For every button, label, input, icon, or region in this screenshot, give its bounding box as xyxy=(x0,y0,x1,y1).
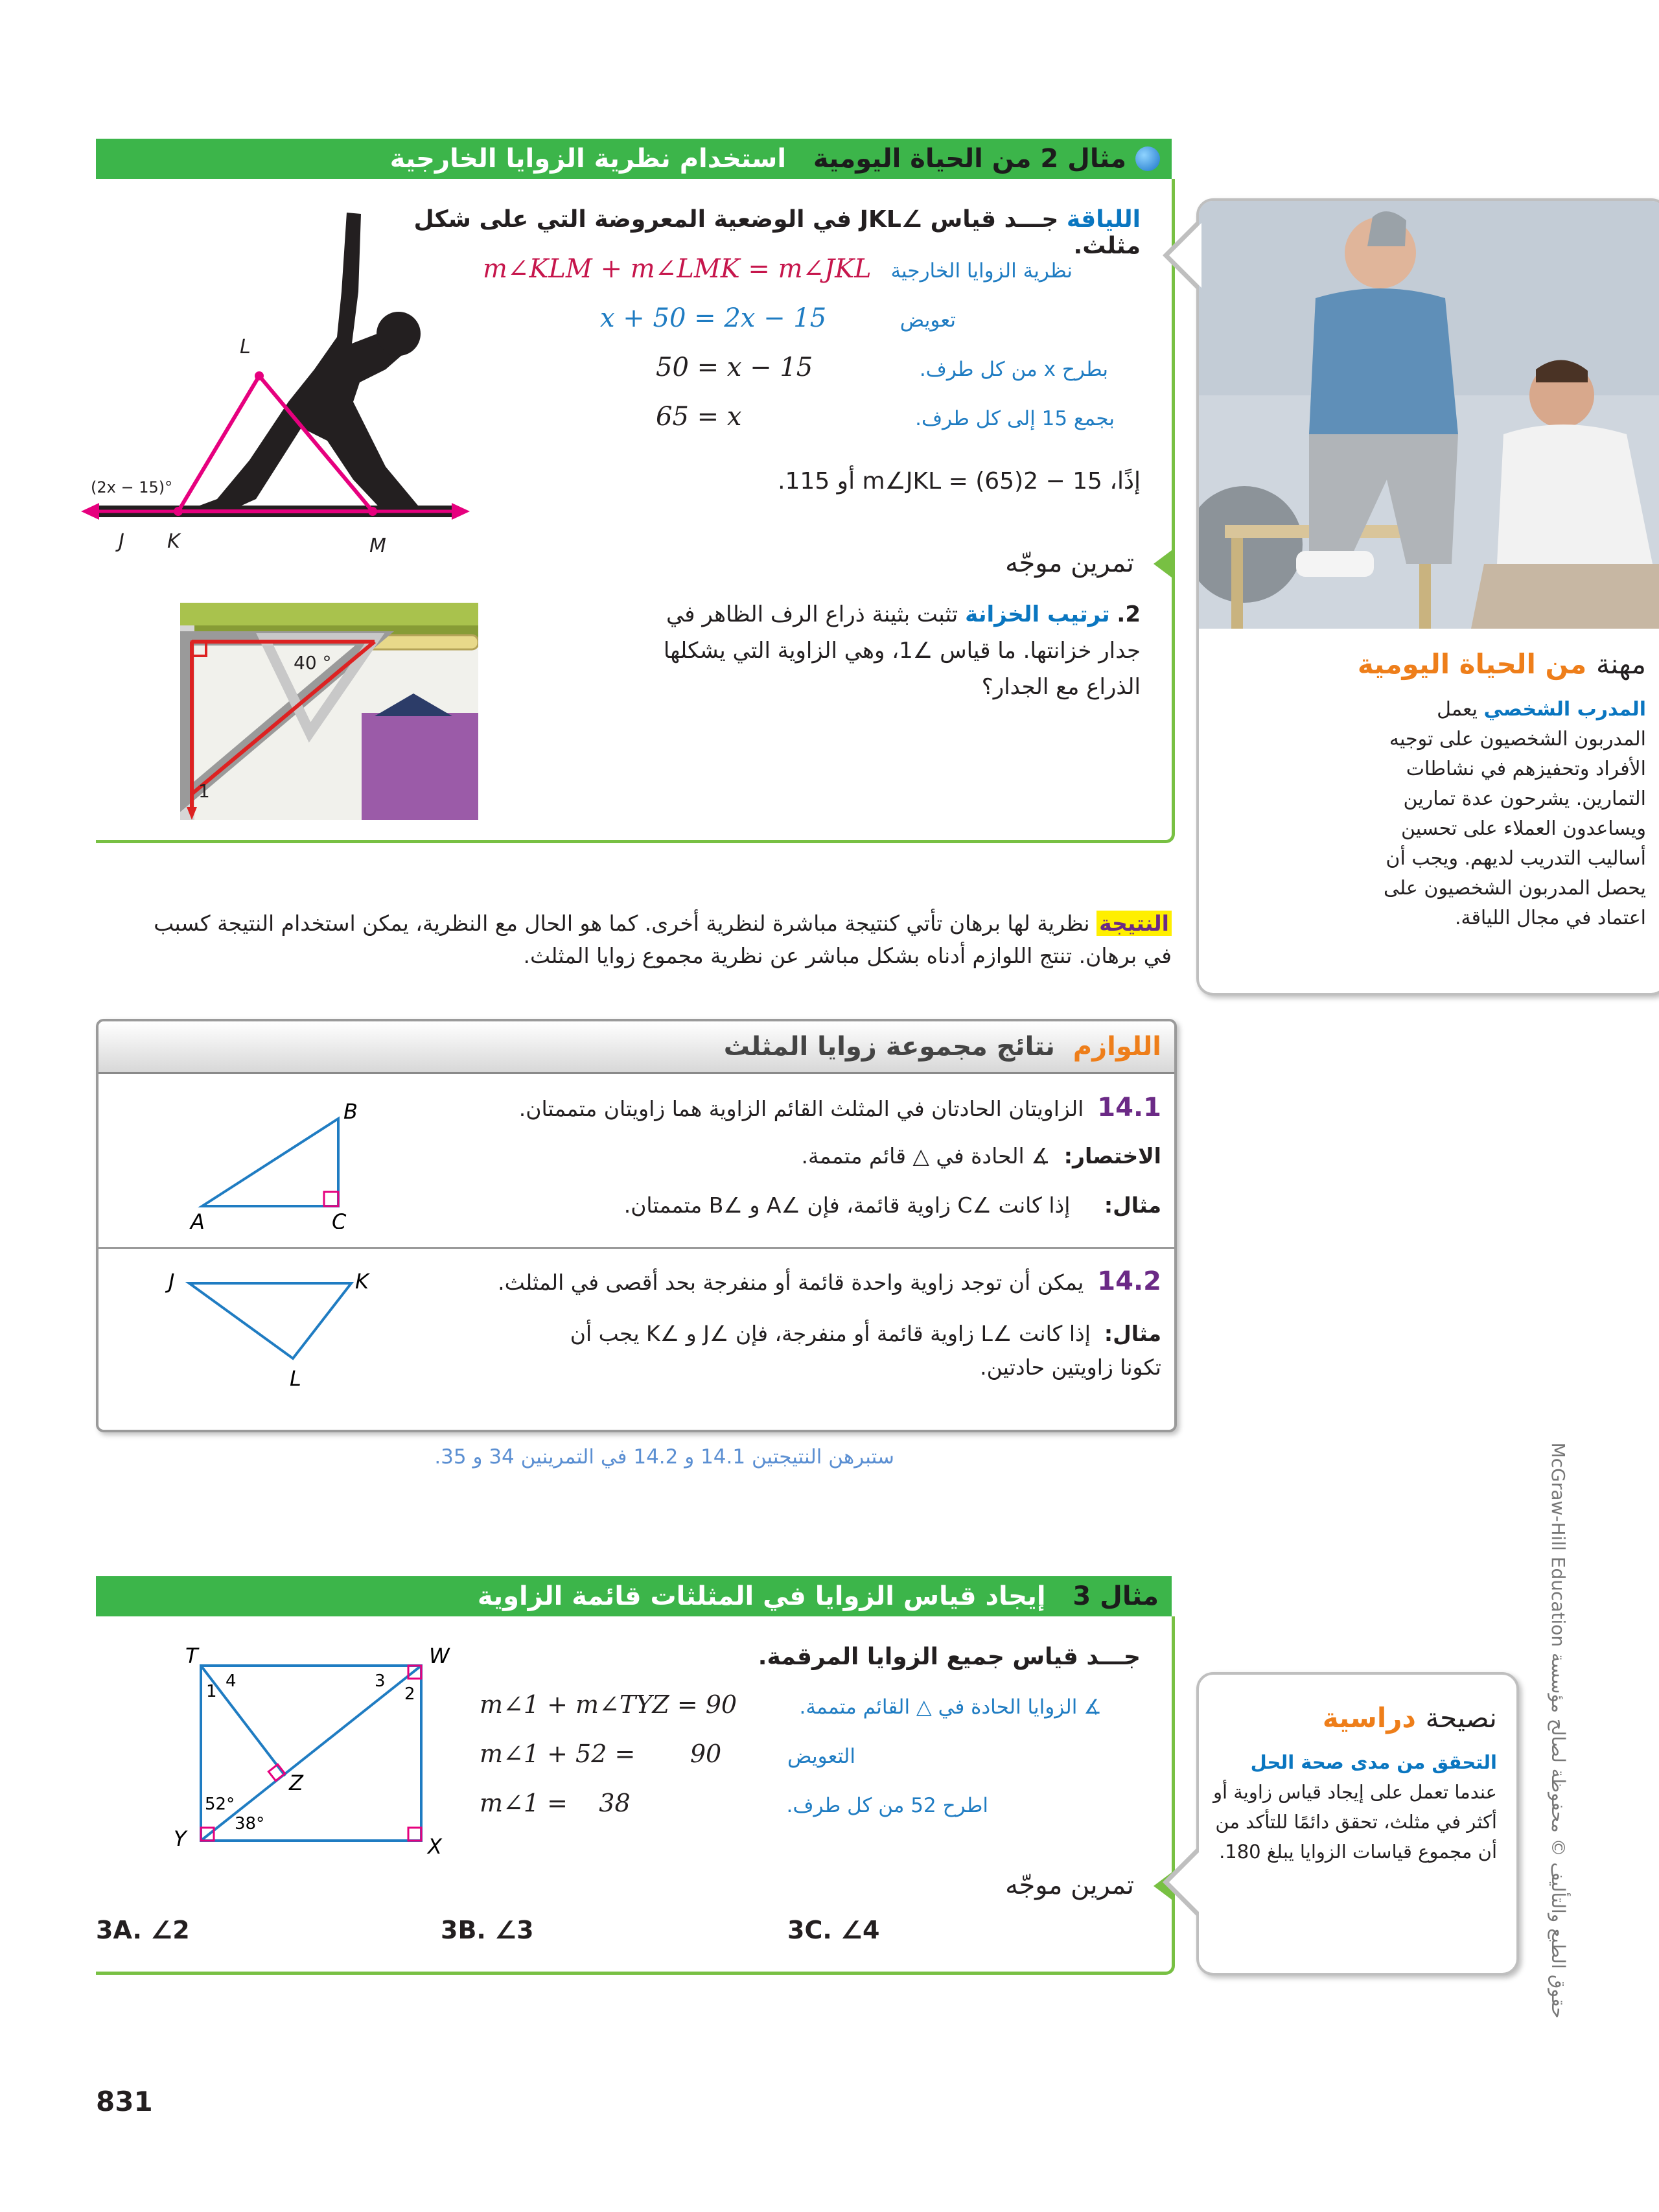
ex3-eq-3: m∠1 = 38 xyxy=(480,1789,631,1817)
globe-icon xyxy=(1135,146,1160,171)
label-L: L xyxy=(240,336,251,358)
example2-header xyxy=(96,139,1172,179)
step-eq-4: 65 = x xyxy=(656,402,742,432)
example-label: مثال 2 من الحياة اليومية xyxy=(813,144,1126,174)
page-number: 831 xyxy=(96,2086,153,2117)
career-box xyxy=(1196,198,1659,995)
career-title xyxy=(1358,648,1646,680)
shirt xyxy=(362,713,478,820)
fig2-L: L xyxy=(290,1366,301,1391)
fig3-a52: 52° xyxy=(205,1795,235,1814)
right-triangle-figure xyxy=(183,1099,390,1229)
problem-label: اللياقة xyxy=(1066,206,1141,233)
c1-text: الزاويتان الحادتان في المثلث القائم الزاوية هما زاويتان متممتان. xyxy=(518,1096,1084,1121)
fig1-C: C xyxy=(332,1209,347,1229)
c2-ex-label: مثال: xyxy=(1104,1321,1161,1346)
fig3-n2: 2 xyxy=(404,1684,415,1704)
study-tip-pointer-inner xyxy=(1169,1850,1201,1915)
ex3-reason-1: ∡ الزوايا الحادة في △ القائم متممة. xyxy=(799,1695,1102,1719)
c2-text: يمكن أن توجد زاوية واحدة قائمة أو منفرجة بحد أقصى في المثلث. xyxy=(498,1270,1084,1295)
step-reason-2: تعويض xyxy=(899,309,956,332)
proof-note: ستبرهن النتيجتين 14.1 و 14.2 في التمرينين 34 و 35. xyxy=(434,1445,894,1469)
career-label: المدرب الشخصي xyxy=(1483,698,1646,721)
diagonal-yw xyxy=(201,1666,421,1841)
corollary-14-1 xyxy=(448,1093,1161,1123)
corollaries-title: نتائج مجموعة زوايا المثلث xyxy=(723,1032,1055,1062)
fig1-A: A xyxy=(191,1209,205,1229)
exercise-number: 2. xyxy=(1117,601,1141,627)
c1-abbreviation xyxy=(448,1143,1161,1169)
example3-problem: جـــد قياس جميع الزوايا المرقمة. xyxy=(758,1644,1141,1670)
ray-arrow-right xyxy=(452,503,470,520)
label-K: K xyxy=(167,530,180,553)
label-50: 50° xyxy=(292,483,319,502)
example3-title: إيجاد قياس الزوايا في المثلثات قائمة الزاوية xyxy=(477,1581,1046,1611)
yoga-head xyxy=(377,312,421,356)
example3-header xyxy=(96,1576,1172,1616)
ray-arrow-left xyxy=(81,503,99,520)
fig3-n1: 1 xyxy=(206,1682,217,1701)
ex3-eq-1: m∠1 + m∠TYZ = 90 xyxy=(480,1690,737,1719)
yoga-figure xyxy=(81,194,483,557)
corollary-divider xyxy=(99,1247,1174,1249)
step-eq-1: m∠KLM + m∠LMK = m∠JKL xyxy=(483,254,872,284)
study-tip-text xyxy=(1212,1747,1497,1867)
corollary-intro-text: نظرية لها برهان تأتي كنتيجة مباشرة لنظرية أخرى. كما هو الحال مع النظرية، يمكن استخدام النتيجة كسبب في برهان. تنتج اللوازم أدناه بشكل مباشر عن نظرية مجموع زوايا المثلث. xyxy=(154,911,1172,968)
study-tip-label: التحقق من مدى صحة الحل xyxy=(1250,1751,1497,1773)
fig3-W: W xyxy=(429,1644,450,1668)
career-photo xyxy=(1199,201,1659,629)
trainer-shirt xyxy=(1309,288,1458,434)
label-x: x° xyxy=(251,420,268,438)
exercise-3C: 3C. ∠4 xyxy=(787,1916,880,1944)
c1-ex-label: مثال: xyxy=(1104,1193,1161,1218)
fig3-Y: Y xyxy=(174,1826,187,1851)
c1-number: 14.1 xyxy=(1097,1093,1161,1123)
label-J: J xyxy=(119,530,124,553)
c2-example xyxy=(526,1317,1161,1384)
corollary-term: النتيجة xyxy=(1096,911,1172,936)
career-body: يعمل المدربون الشخصيون على توجيه الأفراد وتحفيزهم في نشاطات التمارين. يشرحون عدة تمارين ويساعدون العملاء على تحسين أساليب التدريب لديهم. ويجب أن يحصل المدربون الشخصيون على اعتماد في مجال اللياقة. xyxy=(1383,698,1646,929)
obtuse-triangle-figure xyxy=(163,1261,371,1391)
c2-number: 14.2 xyxy=(1097,1266,1161,1296)
fig3-n3: 3 xyxy=(375,1671,386,1691)
shelf-board xyxy=(180,603,478,625)
example3-label: مثال 3 xyxy=(1073,1581,1159,1611)
guided-practice-arrow xyxy=(1154,548,1174,579)
fig3-n4: 4 xyxy=(226,1671,237,1691)
study-tip-box xyxy=(1196,1672,1519,1975)
shelf-angle: 40 ° xyxy=(294,652,332,673)
exercise-text: تثبت بثينة ذراع الرف الظاهر في جدار خزانتها. ما قياس ∠1، وهي الزاوية التي يشكلها الذراع مع الجدار؟ xyxy=(663,601,1141,700)
label-M: M xyxy=(369,535,386,557)
corollaries-label: اللوازم xyxy=(1073,1032,1161,1062)
corollaries-header xyxy=(99,1021,1174,1074)
fig3-a38: 38° xyxy=(235,1814,265,1834)
study-tip-prefix: نصيحة xyxy=(1425,1702,1497,1734)
step-reason-1: نظرية الزوايا الخارجية xyxy=(890,259,1073,283)
step-eq-3: 50 = x − 15 xyxy=(656,353,813,382)
career-pointer-inner xyxy=(1169,223,1201,288)
copyright-text: حقوق الطبع والتأليف © محفوظة لصالح مؤسسة McGraw-Hill Education xyxy=(1548,1442,1569,2019)
shelf-one: 1 xyxy=(198,780,210,802)
corollary-intro xyxy=(148,907,1172,972)
c1-ex: إذا كانت ∠C زاوية قائمة، فإن ∠A و ∠B متممتان. xyxy=(623,1193,1071,1218)
example-title: استخدام نظرية الزوايا الخارجية xyxy=(389,144,787,174)
problem-text: جـــد قياس ∠JKL في الوضعية المعروضة التي على شكل مثلث. xyxy=(413,206,1141,259)
corollary-14-2 xyxy=(448,1266,1161,1296)
c1-abbr: ∡ الحادة في △ قائم متممة. xyxy=(801,1143,1050,1169)
c2-ex: إذا كانت ∠L زاوية قائمة أو منفرجة، فإن ∠J و ∠K يجب أن تكونا زاويتين حادتين. xyxy=(570,1321,1161,1380)
c1-abbr-label: الاختصار: xyxy=(1063,1143,1161,1169)
exercise-label: ترتيب الخزانة xyxy=(965,601,1110,627)
rectangle-figure xyxy=(162,1640,473,1860)
career-text xyxy=(1361,695,1646,933)
fig1-B: B xyxy=(343,1099,358,1124)
conclusion: إذًا، 15 − 2(65) = m∠JKL أو 115. xyxy=(778,468,1141,495)
guided-practice-label: تمرين موجّه xyxy=(1005,548,1134,578)
guided-practice-title xyxy=(1005,548,1134,578)
fig2-J: J xyxy=(168,1269,175,1294)
step-reason-3: بطرح x من كل طرف. xyxy=(919,358,1108,381)
study-tip-title xyxy=(1323,1702,1497,1734)
yoga-silhouette xyxy=(194,213,431,515)
ex3-reason-2: التعويض xyxy=(787,1745,855,1768)
career-title-main: من الحياة اليومية xyxy=(1357,648,1587,680)
shelf-figure xyxy=(180,603,478,820)
ex3-eq-2: m∠1 + 52 = 90 xyxy=(480,1740,722,1768)
fig3-T: T xyxy=(185,1644,198,1668)
career-title-prefix: مهنة xyxy=(1595,648,1646,680)
fig3-X: X xyxy=(428,1834,442,1859)
side-copyright xyxy=(1545,1413,1569,2048)
exercise-3B: 3B. ∠3 xyxy=(441,1916,534,1944)
corollaries-box xyxy=(96,1019,1177,1432)
label-ext: (2x − 15)° xyxy=(91,478,173,496)
ex3-reason-3: اطرح 52 من كل طرف. xyxy=(786,1794,988,1817)
step-eq-2: x + 50 = 2x − 15 xyxy=(600,303,827,333)
exercise-3A: 3A. ∠2 xyxy=(96,1916,190,1944)
study-tip-main: دراسية xyxy=(1322,1702,1416,1734)
client-pants xyxy=(1471,564,1659,629)
study-tip-body: عندما تعمل على إيجاد قياس زاوية أو أكثر في مثلث، تحقق دائمًا للتأكد من أن مجموع قياسات الزوايا يبلغ 180. xyxy=(1212,1781,1497,1863)
c1-example xyxy=(448,1193,1161,1218)
guided-practice-title-3: تمرين موجّه xyxy=(1005,1870,1134,1900)
step-reason-4: بجمع 15 إلى كل طرف. xyxy=(915,407,1115,430)
exercise-2 xyxy=(648,596,1141,705)
fig3-Z: Z xyxy=(289,1771,303,1795)
fig2-K: K xyxy=(355,1269,369,1294)
